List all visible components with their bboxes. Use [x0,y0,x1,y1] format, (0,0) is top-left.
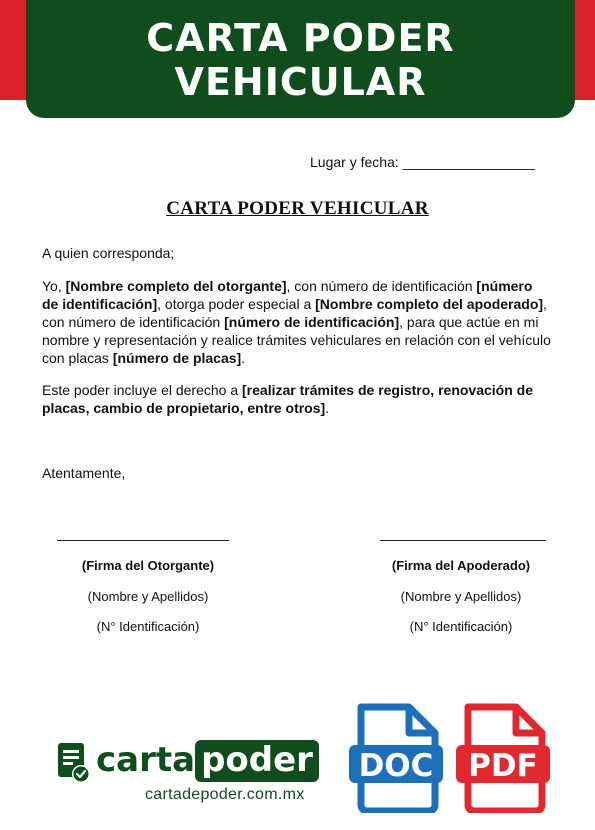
banner-title: CARTA PODER VEHICULAR [146,16,455,104]
website-url[interactable]: cartadepoder.com.mx [145,786,305,803]
id-apoderado: (N° Identificación) [409,619,513,634]
pdf-label: PDF [468,748,538,784]
saludo: A quien corresponda; [42,245,175,261]
paragraph-2: Este poder incluye el derecho a [realizar trámites de registro, renovación de placas, cambio de propietario, entre otros]. [42,382,534,416]
firma-apoderado: (Firma del Apoderado) [391,558,531,573]
pdf-file-icon[interactable] [456,703,552,813]
logo-text-poder: poder [195,740,319,782]
signature-line-apoderado [380,540,546,541]
brand-logo [96,738,319,782]
document-title: CARTA PODER VEHICULAR [166,198,429,219]
nombre-otorgante: (Nombre y Apellidos) [87,589,209,604]
doc-file-icon[interactable] [349,703,445,813]
closing: Atentamente, [42,465,126,481]
id-otorgante: (N° Identificación) [96,619,200,634]
nombre-apoderado: (Nombre y Apellidos) [400,589,522,604]
signature-line-otorgante [57,540,229,541]
lugar-fecha: Lugar y fecha: _________________ [310,154,535,170]
logo-text-carta: carta [96,740,196,780]
firma-otorgante: (Firma del Otorgante) [81,558,215,573]
title-banner [26,0,575,118]
paragraph-1: Yo, [Nombre completo del otorgante], con número de identificación [número de identificación], otorga poder especial a [Nombre completo del apoderado], con número de identificación [número de identificación], para que actúe en mi nombre y representación y realice trámites vehiculares en relación con el vehículo con placas [número de placas]. [42,278,551,366]
doc-label: DOC [358,748,434,784]
document-check-icon [57,742,91,784]
